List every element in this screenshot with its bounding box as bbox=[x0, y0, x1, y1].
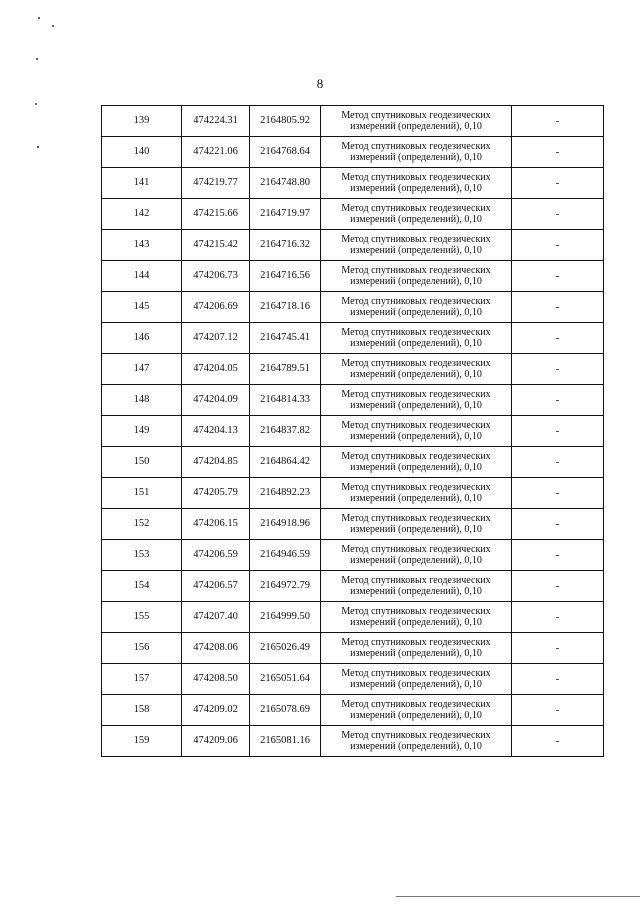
accuracy-cell: - bbox=[512, 664, 604, 695]
point-number-cell: 155 bbox=[102, 602, 182, 633]
table-row bbox=[102, 571, 604, 602]
table-row bbox=[102, 354, 604, 385]
method-cell: Метод спутниковых геодезических измерений (определений), 0,10 bbox=[321, 509, 512, 540]
scan-speck bbox=[37, 146, 39, 148]
point-number-cell: 149 bbox=[102, 416, 182, 447]
y-coordinate-cell: 2164748.80 bbox=[250, 168, 321, 199]
accuracy-cell: - bbox=[512, 323, 604, 354]
accuracy-cell: - bbox=[512, 354, 604, 385]
accuracy-cell: - bbox=[512, 695, 604, 726]
table-row bbox=[102, 106, 604, 137]
y-coordinate-cell: 2164718.16 bbox=[250, 292, 321, 323]
x-coordinate-cell: 474207.12 bbox=[182, 323, 250, 354]
y-coordinate-cell: 2164892.23 bbox=[250, 478, 321, 509]
scan-edge-line bbox=[396, 896, 640, 897]
coordinates-table bbox=[101, 105, 604, 757]
accuracy-cell: - bbox=[512, 292, 604, 323]
table-row bbox=[102, 261, 604, 292]
y-coordinate-cell: 2164789.51 bbox=[250, 354, 321, 385]
method-cell: Метод спутниковых геодезических измерений (определений), 0,10 bbox=[321, 416, 512, 447]
x-coordinate-cell: 474208.50 bbox=[182, 664, 250, 695]
table-row bbox=[102, 540, 604, 571]
y-coordinate-cell: 2164999.50 bbox=[250, 602, 321, 633]
y-coordinate-cell: 2164946.59 bbox=[250, 540, 321, 571]
point-number-cell: 150 bbox=[102, 447, 182, 478]
table-row bbox=[102, 633, 604, 664]
y-coordinate-cell: 2165078.69 bbox=[250, 695, 321, 726]
method-cell: Метод спутниковых геодезических измерений (определений), 0,10 bbox=[321, 447, 512, 478]
accuracy-cell: - bbox=[512, 478, 604, 509]
table-row bbox=[102, 323, 604, 354]
method-cell: Метод спутниковых геодезических измерений (определений), 0,10 bbox=[321, 354, 512, 385]
point-number-cell: 157 bbox=[102, 664, 182, 695]
y-coordinate-cell: 2164972.79 bbox=[250, 571, 321, 602]
point-number-cell: 147 bbox=[102, 354, 182, 385]
x-coordinate-cell: 474204.13 bbox=[182, 416, 250, 447]
method-cell: Метод спутниковых геодезических измерений (определений), 0,10 bbox=[321, 695, 512, 726]
method-cell: Метод спутниковых геодезических измерений (определений), 0,10 bbox=[321, 540, 512, 571]
method-cell: Метод спутниковых геодезических измерений (определений), 0,10 bbox=[321, 106, 512, 137]
coordinates-table-body bbox=[102, 106, 604, 757]
y-coordinate-cell: 2165051.64 bbox=[250, 664, 321, 695]
method-cell: Метод спутниковых геодезических измерений (определений), 0,10 bbox=[321, 571, 512, 602]
accuracy-cell: - bbox=[512, 602, 604, 633]
y-coordinate-cell: 2164716.32 bbox=[250, 230, 321, 261]
y-coordinate-cell: 2164805.92 bbox=[250, 106, 321, 137]
x-coordinate-cell: 474206.59 bbox=[182, 540, 250, 571]
point-number-cell: 141 bbox=[102, 168, 182, 199]
x-coordinate-cell: 474206.69 bbox=[182, 292, 250, 323]
accuracy-cell: - bbox=[512, 168, 604, 199]
x-coordinate-cell: 474221.06 bbox=[182, 137, 250, 168]
y-coordinate-cell: 2164768.64 bbox=[250, 137, 321, 168]
point-number-cell: 156 bbox=[102, 633, 182, 664]
x-coordinate-cell: 474205.79 bbox=[182, 478, 250, 509]
accuracy-cell: - bbox=[512, 106, 604, 137]
point-number-cell: 153 bbox=[102, 540, 182, 571]
x-coordinate-cell: 474215.42 bbox=[182, 230, 250, 261]
point-number-cell: 142 bbox=[102, 199, 182, 230]
x-coordinate-cell: 474208.06 bbox=[182, 633, 250, 664]
method-cell: Метод спутниковых геодезических измерений (определений), 0,10 bbox=[321, 385, 512, 416]
accuracy-cell: - bbox=[512, 726, 604, 757]
x-coordinate-cell: 474206.73 bbox=[182, 261, 250, 292]
x-coordinate-cell: 474209.06 bbox=[182, 726, 250, 757]
scan-speck bbox=[36, 58, 38, 60]
method-cell: Метод спутниковых геодезических измерений (определений), 0,10 bbox=[321, 230, 512, 261]
x-coordinate-cell: 474224.31 bbox=[182, 106, 250, 137]
accuracy-cell: - bbox=[512, 199, 604, 230]
point-number-cell: 140 bbox=[102, 137, 182, 168]
x-coordinate-cell: 474209.02 bbox=[182, 695, 250, 726]
method-cell: Метод спутниковых геодезических измерений (определений), 0,10 bbox=[321, 478, 512, 509]
method-cell: Метод спутниковых геодезических измерений (определений), 0,10 bbox=[321, 261, 512, 292]
accuracy-cell: - bbox=[512, 509, 604, 540]
method-cell: Метод спутниковых геодезических измерений (определений), 0,10 bbox=[321, 168, 512, 199]
y-coordinate-cell: 2164918.96 bbox=[250, 509, 321, 540]
accuracy-cell: - bbox=[512, 416, 604, 447]
x-coordinate-cell: 474215.66 bbox=[182, 199, 250, 230]
point-number-cell: 154 bbox=[102, 571, 182, 602]
accuracy-cell: - bbox=[512, 633, 604, 664]
accuracy-cell: - bbox=[512, 447, 604, 478]
table-row bbox=[102, 230, 604, 261]
x-coordinate-cell: 474206.57 bbox=[182, 571, 250, 602]
table-row bbox=[102, 602, 604, 633]
accuracy-cell: - bbox=[512, 540, 604, 571]
x-coordinate-cell: 474219.77 bbox=[182, 168, 250, 199]
table-row bbox=[102, 478, 604, 509]
point-number-cell: 144 bbox=[102, 261, 182, 292]
accuracy-cell: - bbox=[512, 137, 604, 168]
x-coordinate-cell: 474206.15 bbox=[182, 509, 250, 540]
method-cell: Метод спутниковых геодезических измерений (определений), 0,10 bbox=[321, 292, 512, 323]
table-row bbox=[102, 447, 604, 478]
method-cell: Метод спутниковых геодезических измерений (определений), 0,10 bbox=[321, 323, 512, 354]
method-cell: Метод спутниковых геодезических измерений (определений), 0,10 bbox=[321, 726, 512, 757]
method-cell: Метод спутниковых геодезических измерений (определений), 0,10 bbox=[321, 633, 512, 664]
method-cell: Метод спутниковых геодезических измерений (определений), 0,10 bbox=[321, 137, 512, 168]
x-coordinate-cell: 474204.05 bbox=[182, 354, 250, 385]
y-coordinate-cell: 2164837.82 bbox=[250, 416, 321, 447]
point-number-cell: 152 bbox=[102, 509, 182, 540]
table-row bbox=[102, 168, 604, 199]
table-row bbox=[102, 385, 604, 416]
point-number-cell: 146 bbox=[102, 323, 182, 354]
point-number-cell: 143 bbox=[102, 230, 182, 261]
y-coordinate-cell: 2164745.41 bbox=[250, 323, 321, 354]
method-cell: Метод спутниковых геодезических измерений (определений), 0,10 bbox=[321, 199, 512, 230]
y-coordinate-cell: 2164864.42 bbox=[250, 447, 321, 478]
point-number-cell: 158 bbox=[102, 695, 182, 726]
accuracy-cell: - bbox=[512, 230, 604, 261]
x-coordinate-cell: 474204.85 bbox=[182, 447, 250, 478]
accuracy-cell: - bbox=[512, 571, 604, 602]
x-coordinate-cell: 474207.40 bbox=[182, 602, 250, 633]
table-row bbox=[102, 292, 604, 323]
page-number: 8 bbox=[316, 76, 324, 91]
table-row bbox=[102, 664, 604, 695]
point-number-cell: 145 bbox=[102, 292, 182, 323]
point-number-cell: 139 bbox=[102, 106, 182, 137]
method-cell: Метод спутниковых геодезических измерений (определений), 0,10 bbox=[321, 664, 512, 695]
y-coordinate-cell: 2164814.33 bbox=[250, 385, 321, 416]
x-coordinate-cell: 474204.09 bbox=[182, 385, 250, 416]
method-cell: Метод спутниковых геодезических измерений (определений), 0,10 bbox=[321, 602, 512, 633]
point-number-cell: 151 bbox=[102, 478, 182, 509]
y-coordinate-cell: 2164719.97 bbox=[250, 199, 321, 230]
scan-speck bbox=[52, 25, 54, 27]
point-number-cell: 159 bbox=[102, 726, 182, 757]
table-row bbox=[102, 509, 604, 540]
scan-speck bbox=[35, 103, 37, 105]
y-coordinate-cell: 2165081.16 bbox=[250, 726, 321, 757]
accuracy-cell: - bbox=[512, 261, 604, 292]
accuracy-cell: - bbox=[512, 385, 604, 416]
table-row bbox=[102, 137, 604, 168]
point-number-cell: 148 bbox=[102, 385, 182, 416]
table-row bbox=[102, 199, 604, 230]
y-coordinate-cell: 2164716.56 bbox=[250, 261, 321, 292]
table-row bbox=[102, 695, 604, 726]
y-coordinate-cell: 2165026.49 bbox=[250, 633, 321, 664]
table-row bbox=[102, 726, 604, 757]
scan-speck bbox=[38, 17, 40, 19]
table-row bbox=[102, 416, 604, 447]
